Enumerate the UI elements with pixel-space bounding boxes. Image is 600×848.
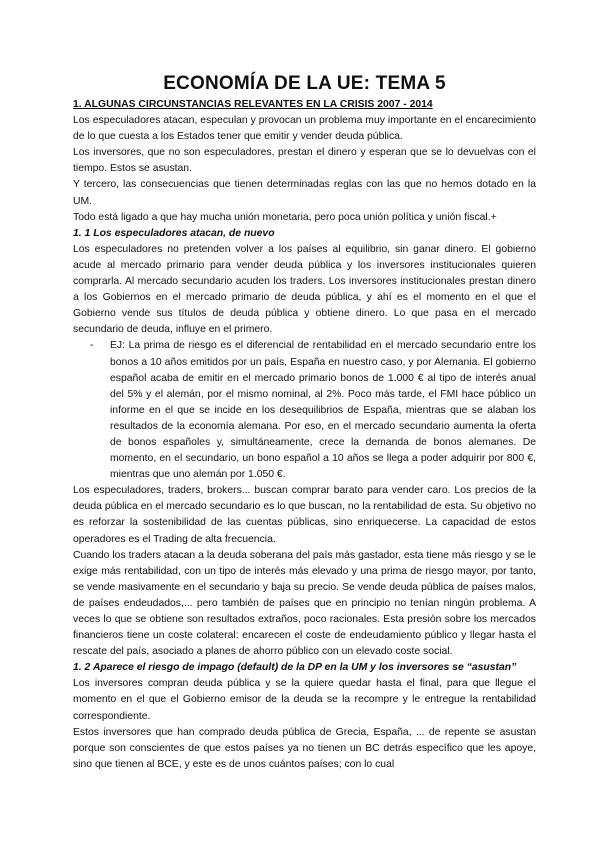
section-1-paragraph-2: Los inversores, que no son especuladores, prestan el dinero y esperan que se lo devuelvas con el tiempo. Estos se asustan. (73, 147, 536, 175)
section-1-2-heading: 1. 2 Aparece el riesgo de impago (default) de la DP en la UM y los inversores se “asustan” (73, 662, 517, 674)
section-1-2-paragraph-2: Estos inversores que han comprado deuda pública de Grecia, España, ... de repente se asustan porque son conscientes de que estos países ya no tienen un BC detrás específico que les apoye, sino que tienen al BCE, y este es de unos cuántos países; con lo cual (73, 726, 536, 770)
section-1-2-paragraph-1: Los inversores compran deuda pública y se la quiere quedar hasta el final, para que llegue el momento en el que el Gobierno emisor de la deuda se la recompre y le entregue la rentabilidad correspondiente. (73, 678, 536, 722)
section-1-1-heading: 1. 1 Los especuladores atacan, de nuevo (73, 227, 275, 239)
document-title: ECONOMÍA DE LA UE: TEMA 5 (163, 73, 446, 94)
section-1-paragraph-4: Todo está ligado a que hay mucha unión monetaria, pero poca unión política y unión fiscal.+ (73, 211, 497, 223)
example-text: EJ: La prima de riesgo es el diferencial de rentabilidad en el mercado secundario entre los bonos a 10 años emitidos por un país, España en nuestro caso, y por Alemania. El gobierno español acaba de emitir en el mercado primario bonos de 1.000 € al tipo de interés anual del 5% y el alemán, por el mismo nominal, al 2%. Poco más tarde, el FMI hace público un informe en el que se incide en los desequilibrios de España, mientras que se alaban los resultados de la economía alemana. Por eso, en el mercado secundario aumenta la oferta de bonos españoles y, simultáneamente, crece la demanda de bonos alemanes. De momento, en el secundario, un bono español a 10 años se llega a poder adquirir por 800 €, mientras que uno alemán por 1.050 €. (110, 340, 536, 481)
section-1-1-paragraph-2: Cuando los traders atacan a la deuda soberana del país más gastador, esta tiene más riesgo y se le exige más rentabilidad, con un tipo de interés más elevado y una prima de riesgo mayor, por tanto, se vende masivamente en el secundario y baja su precio. Se vende deuda pública de países malos, de países endeudados,... pero también de países que en principio no tenían ningún problema. A veces lo que se obtiene son resultados extraños, poco racionales. Esta presión sobre los mercados financieros tiene un coste colateral: encarecen el coste de endeudamiento público y llegar hasta el rescate del país, asociado a planes de ahorro público con un elevado coste social. (73, 549, 536, 658)
section-1-paragraph-1: Los especuladores atacan, especulan y provocan un problema muy importante en el encarecimiento de lo que cuesta a los Estados tener que emitir y vender deuda pública. (73, 115, 536, 143)
section-1-1-intro: Los especuladores no pretenden volver a los países al equilibrio, sin ganar dinero. El gobierno acude al mercado primario para vender deuda pública y los inversores institucionales quieren comprarla. Al mercado secundario acuden los traders. Los inversores institucionales prestan dinero a los Gobiernos en el mercado primario de deuda pública, y ahí es el momento en el que el Gobierno vende sus títulos de deuda pública y obtiene dinero. Lo que pasa en el mercado secundario de deuda, influye en el primero. (73, 243, 536, 336)
section-1-1-paragraph-1: Los especuladores, traders, brokers... buscan comprar barato para vender caro. Los precios de la deuda pública en el mercado secundario es lo que buscan, no la rentabilidad de esta. Su objetivo no es reforzar la sostenibilidad de las cuentas públicas, sino enriquecerse. La capacidad de estos operadores es el Trading de alta frecuencia. (73, 485, 536, 545)
section-1-paragraph-3: Y tercero, las consecuencias que tienen determinadas reglas con las que no hemos dotado en la UM. (73, 179, 536, 207)
example-list-item (90, 338, 536, 483)
dash-bullet-icon: - (90, 340, 94, 352)
section-1-heading: 1. ALGUNAS CIRCUNSTANCIAS RELEVANTES EN LA CRISIS 2007 - 2014 (73, 99, 433, 110)
example-list (73, 338, 536, 483)
